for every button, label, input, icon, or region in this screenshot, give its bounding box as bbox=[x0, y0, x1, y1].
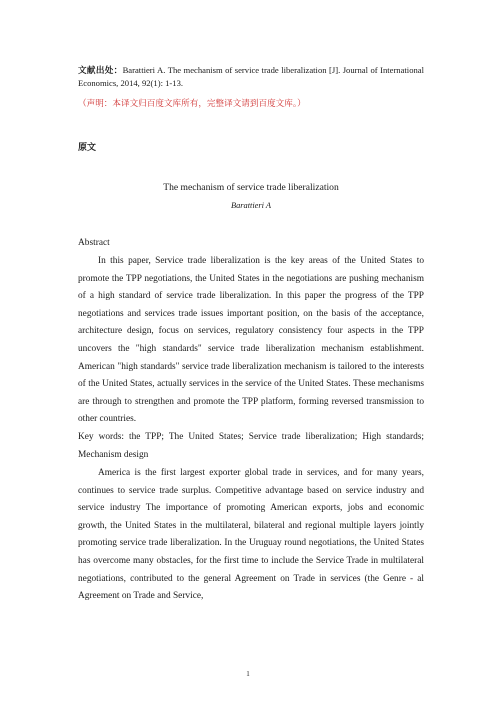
body-paragraph: America is the first largest exporter global trade in services, and for many years, continues to service trade surplus. Competitive advantage based on service industry and service industry The importance of promoting American exports, jobs and economic growth, the United States in the multilateral, bilateral and regional multiple layers jointly promoting service trade liberalization. In the Uruguay round negotiations, the United States has overcome many obstacles, for the first time to include the Service Trade in multilateral negotiations, contributed to the general Agreement on Trade in services (the Genre - al Agreement on Trade and Service, bbox=[78, 468, 424, 602]
source-text: Barattieri A. The mechanism of service trade liberalization [J]. Journal of International Economics, 2014, 92(1): 1-13. bbox=[78, 65, 424, 88]
abstract-paragraph: In this paper, Service trade liberalization is the key areas of the United States to promote the TPP negotiations, the United States in the negotiations are pushing mechanism of a high standard of service trade liberalization. In this paper the progress of the TPP negotiations and services trade issues important position, on the basis of the acceptance, architecture design, focus on services, regulatory consistency four aspects in the TPP uncovers the "high standards" service trade liberalization mechanism establishment. American "high standards" service trade liberalization mechanism is tailored to the interests of the United States, actually services in the service of the United States. These mechanisms are through to strengthen and promote the TPP platform, forming reversed transmission to other countries. bbox=[78, 256, 424, 425]
abstract-heading: Abstract bbox=[78, 238, 110, 248]
page-number: 1 bbox=[246, 670, 250, 678]
copyright-notice: （声明：本译文归百度文库所有，完整译文请到百度文库。） bbox=[78, 98, 306, 108]
paper-author: Barattieri A bbox=[230, 201, 272, 210]
keywords: Key words: the TPP; The United States; Service trade liberalization; High standards; Mechanism design bbox=[78, 432, 424, 460]
section-heading: 原文 bbox=[78, 142, 97, 152]
source-citation bbox=[78, 64, 424, 90]
paper-title: The mechanism of service trade liberalization bbox=[163, 182, 339, 193]
source-label: 文献出处： bbox=[78, 65, 123, 75]
